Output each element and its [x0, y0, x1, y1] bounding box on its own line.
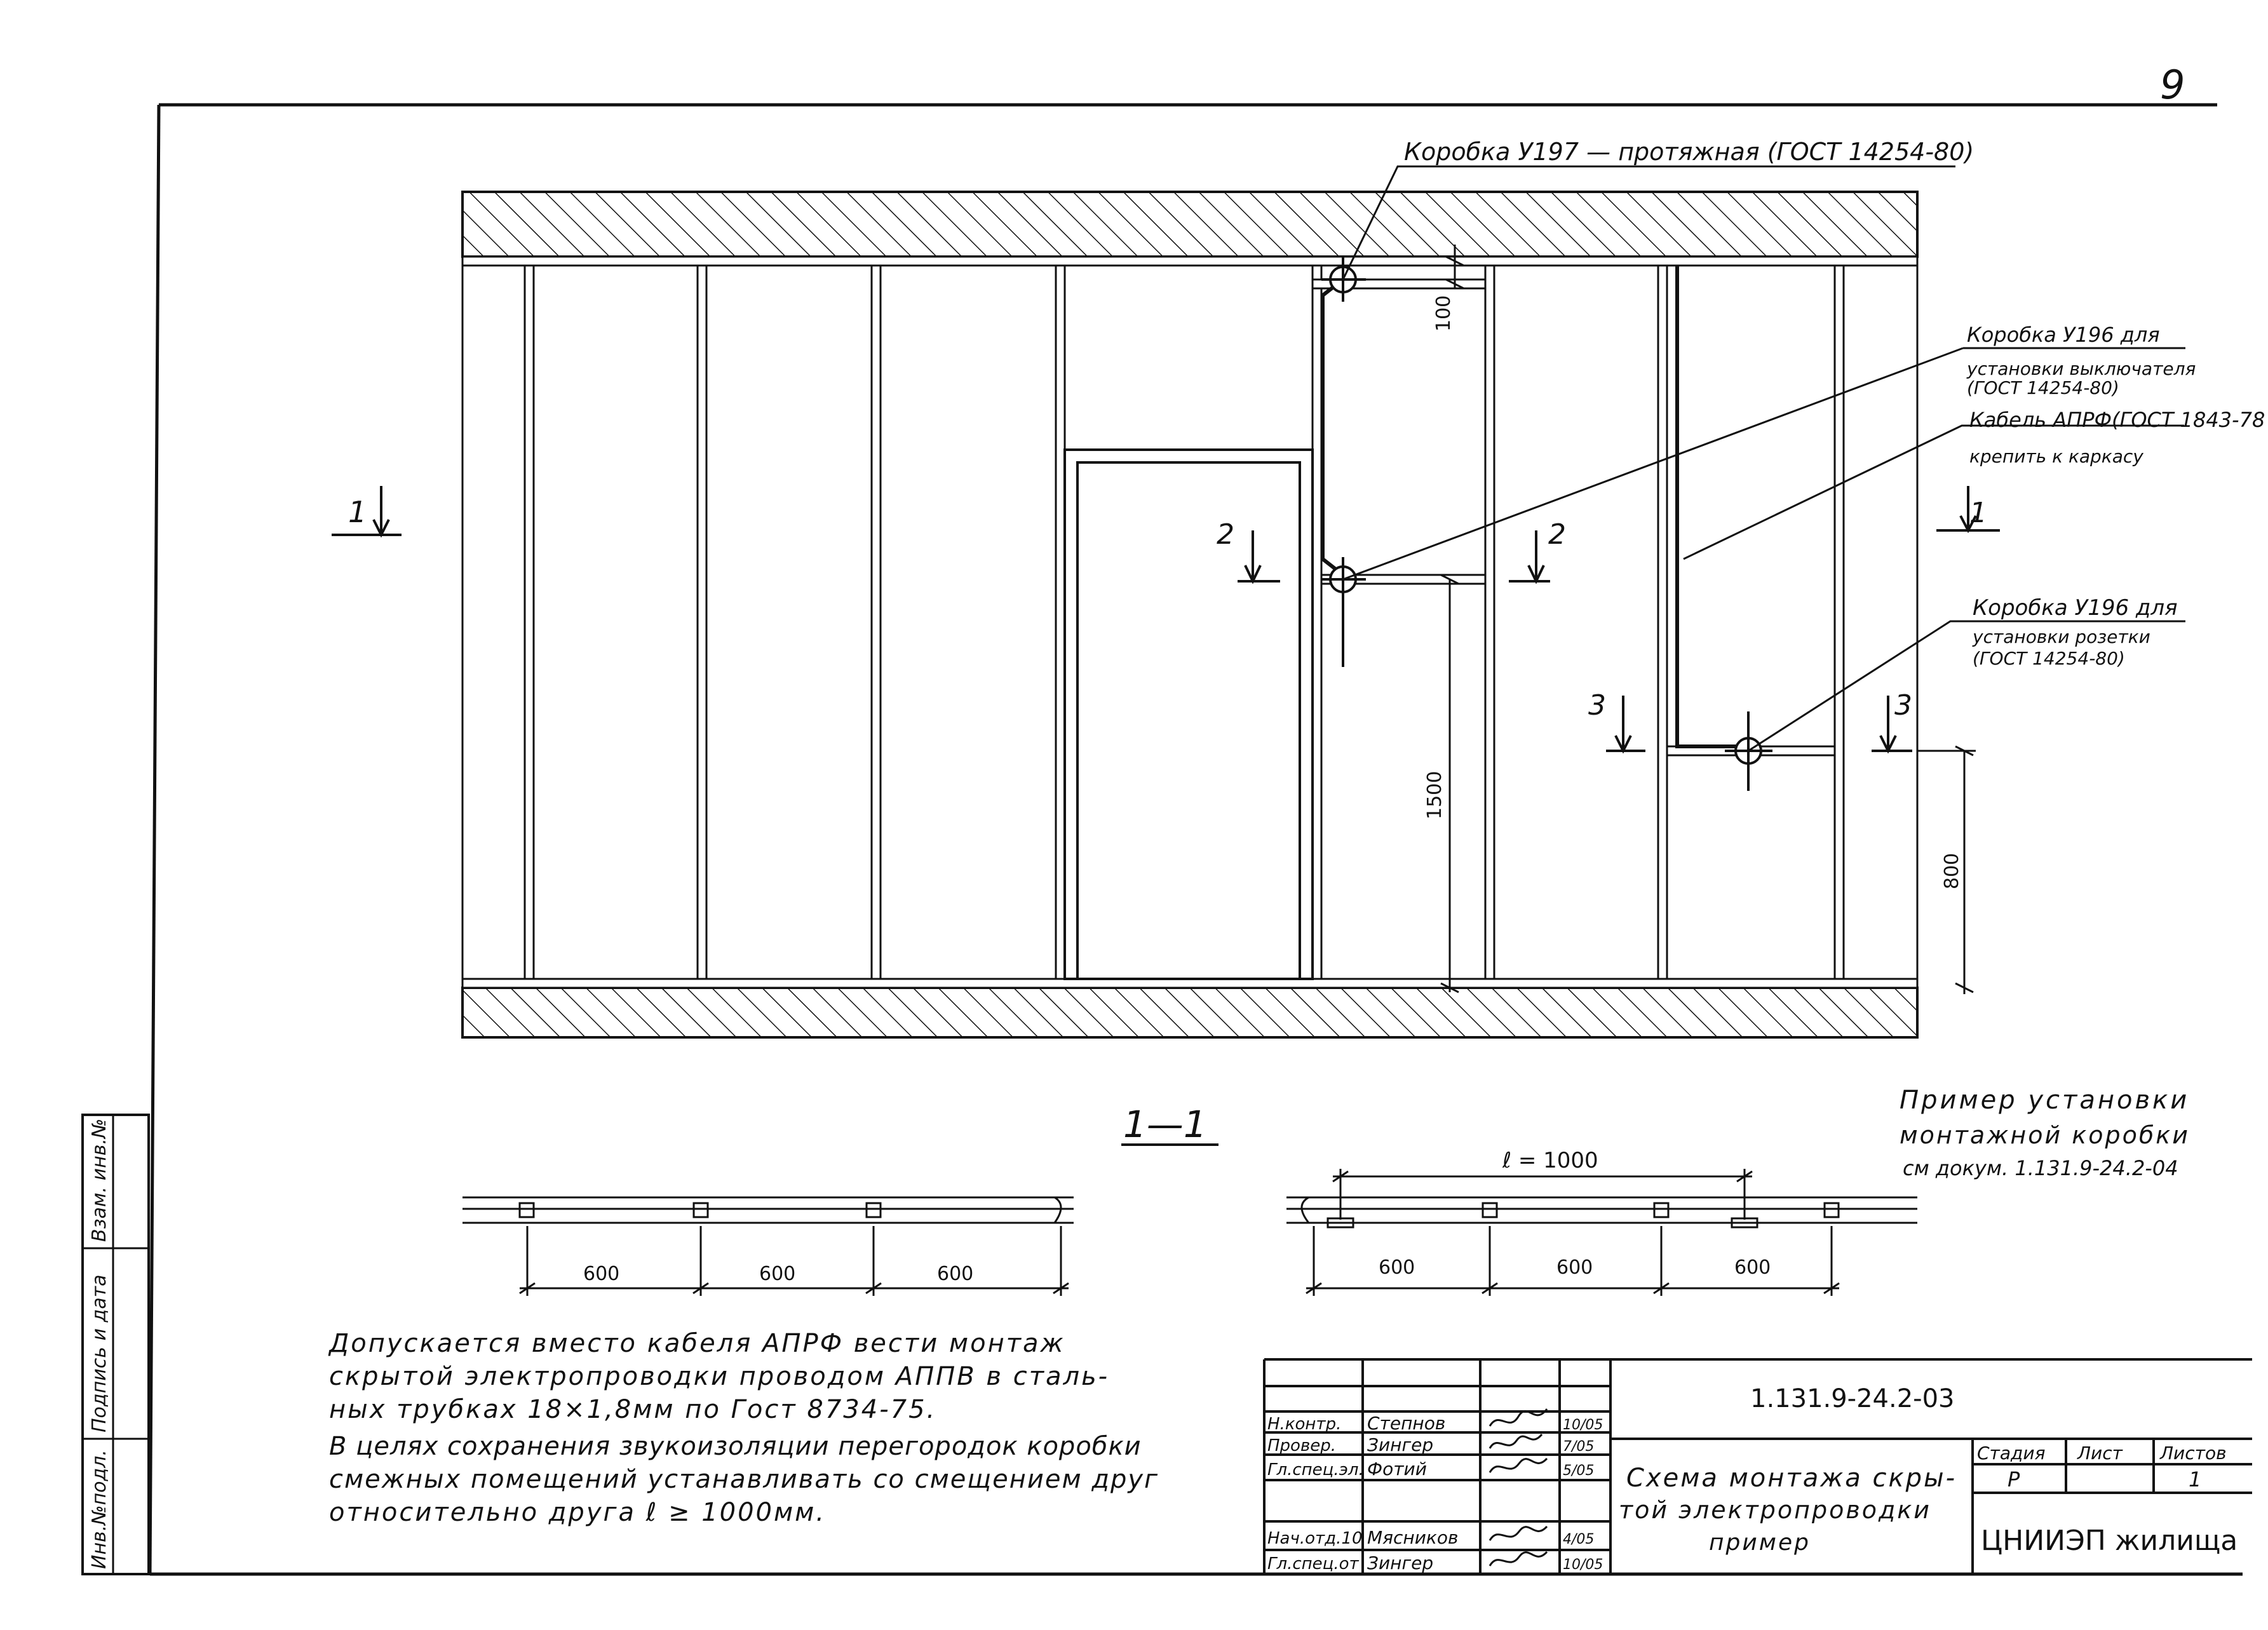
doc-title-l2: той электропроводки	[1619, 1496, 1931, 1524]
row-date: 10/05	[1563, 1557, 1603, 1573]
sheet-label: Лист	[2077, 1443, 2123, 1464]
row-role: Н.контр.	[1267, 1415, 1342, 1434]
dim-spacing-6: 600	[1734, 1256, 1771, 1279]
section-1-1	[462, 1103, 1917, 1296]
cut-mark-2-right	[1509, 530, 1550, 581]
general-notes	[328, 1329, 1159, 1527]
callout-socket-box-l3: (ГОСТ 14254-80)	[1973, 648, 2125, 669]
row-date: 5/05	[1563, 1463, 1595, 1479]
row-date: 4/05	[1563, 1532, 1595, 1547]
stage-value: Р	[2008, 1467, 2020, 1492]
stamp-inv-orig: Инв.№подл.	[88, 1450, 111, 1569]
callout-socket-box-l1: Коробка У196 для	[1973, 595, 2178, 621]
cut-mark-1-left-label: 1	[348, 495, 367, 529]
stage-label: Стадия	[1977, 1443, 2046, 1464]
dim-offset-label: ℓ = 1000	[1502, 1148, 1598, 1173]
note-line-3: ных трубках 18×1,8мм по Гост 8734-75.	[329, 1395, 937, 1424]
dim-100-label: 100	[1433, 295, 1455, 332]
callout-box-u197: Коробка У197 — протяжная (ГОСТ 14254-80)	[1404, 138, 1974, 166]
callout-switch-box-l3: (ГОСТ 14254-80)	[1967, 377, 2119, 398]
sheets-label: Листов	[2160, 1443, 2227, 1464]
note-line-1: Допускается вместо кабеля АПРФ вести монтаж	[329, 1329, 1065, 1358]
dim-spacing-4: 600	[1379, 1256, 1415, 1279]
dim-spacing-2: 600	[759, 1263, 796, 1285]
doc-title-l3: пример	[1709, 1530, 1811, 1556]
door-opening	[1065, 450, 1313, 979]
doc-code: 1.131.9-24.2-03	[1750, 1384, 1955, 1413]
cut-mark-1-right	[1936, 486, 2000, 530]
row-name: Зингер	[1367, 1434, 1434, 1455]
side-stamp	[83, 1115, 149, 1574]
row-name: Мясников	[1367, 1527, 1459, 1548]
example-note-l2: монтажной коробки	[1900, 1121, 2190, 1149]
example-note-l3: см докум. 1.131.9-24.2-04	[1903, 1156, 2178, 1180]
row-name: Степнов	[1367, 1413, 1446, 1434]
stamp-sign-date: Подпись и дата	[88, 1274, 111, 1432]
sheets-value: 1	[2189, 1467, 2202, 1492]
studs	[525, 266, 1844, 979]
note-line-5: смежных помещений устанавливать со смещением друг	[329, 1465, 1159, 1494]
row-role: Гл.спец.от	[1267, 1554, 1359, 1573]
wall-elevation	[332, 192, 2000, 1037]
row-name: Фотий	[1367, 1458, 1427, 1479]
row-name: Зингер	[1367, 1553, 1434, 1573]
callout-cable-l1: Кабель АПРФ(ГОСТ 1843-78	[1969, 408, 2265, 432]
dim-800-label: 800	[1941, 852, 1963, 889]
note-line-2: скрытой электропроводки проводом АППВ в сталь-	[329, 1362, 1110, 1391]
callout-switch-box-l2: установки выключателя	[1967, 358, 2196, 379]
page-number: 9	[2160, 62, 2185, 108]
note-line-4: В целях сохранения звукоизоляции перегородок коробки	[329, 1432, 1142, 1461]
spacing-dimensions	[520, 1226, 1839, 1296]
callout-cable-l2: крепить к каркасу	[1969, 446, 2143, 467]
cut-mark-3-left-label: 3	[1588, 689, 1606, 722]
row-role: Гл.спец.эл.	[1267, 1460, 1364, 1479]
dimension-offset	[1333, 1169, 1752, 1220]
doc-title-l1: Схема монтажа скры-	[1626, 1464, 1957, 1493]
dim-1500-label: 1500	[1424, 771, 1446, 819]
note-line-6: относительно друга ℓ ≥ 1000мм.	[329, 1498, 827, 1527]
cut-mark-2-right-label: 2	[1548, 518, 1566, 551]
cut-mark-1-right-label: 1	[1969, 497, 1987, 529]
callout-socket-box-l2: установки розетки	[1973, 626, 2150, 647]
row-role: Нач.отд.10	[1267, 1529, 1363, 1548]
row-role: Провер.	[1267, 1436, 1337, 1455]
cut-mark-3-left	[1606, 696, 1645, 751]
example-note-l1: Пример установки	[1900, 1086, 2190, 1115]
dim-spacing-3: 600	[937, 1263, 974, 1285]
ceiling-slab	[462, 192, 1917, 257]
organization: ЦНИИЭП жилища	[1981, 1525, 2238, 1557]
cable-route	[1323, 266, 1747, 746]
section-title: 1—1	[1123, 1103, 1207, 1146]
dim-spacing-1: 600	[583, 1263, 620, 1285]
floor-slab	[462, 988, 1917, 1037]
dim-spacing-5: 600	[1556, 1256, 1593, 1279]
cut-mark-2-left-label: 2	[1217, 518, 1234, 551]
row-date: 10/05	[1563, 1417, 1603, 1433]
cut-mark-3-right-label: 3	[1894, 689, 1912, 722]
stamp-inv-repl: Взам. инв.№	[88, 1118, 111, 1242]
callout-switch-box-l1: Коробка У196 для	[1967, 323, 2160, 347]
example-note	[1900, 1086, 2190, 1180]
row-date: 7/05	[1563, 1439, 1595, 1455]
cut-mark-2-left	[1238, 530, 1280, 581]
